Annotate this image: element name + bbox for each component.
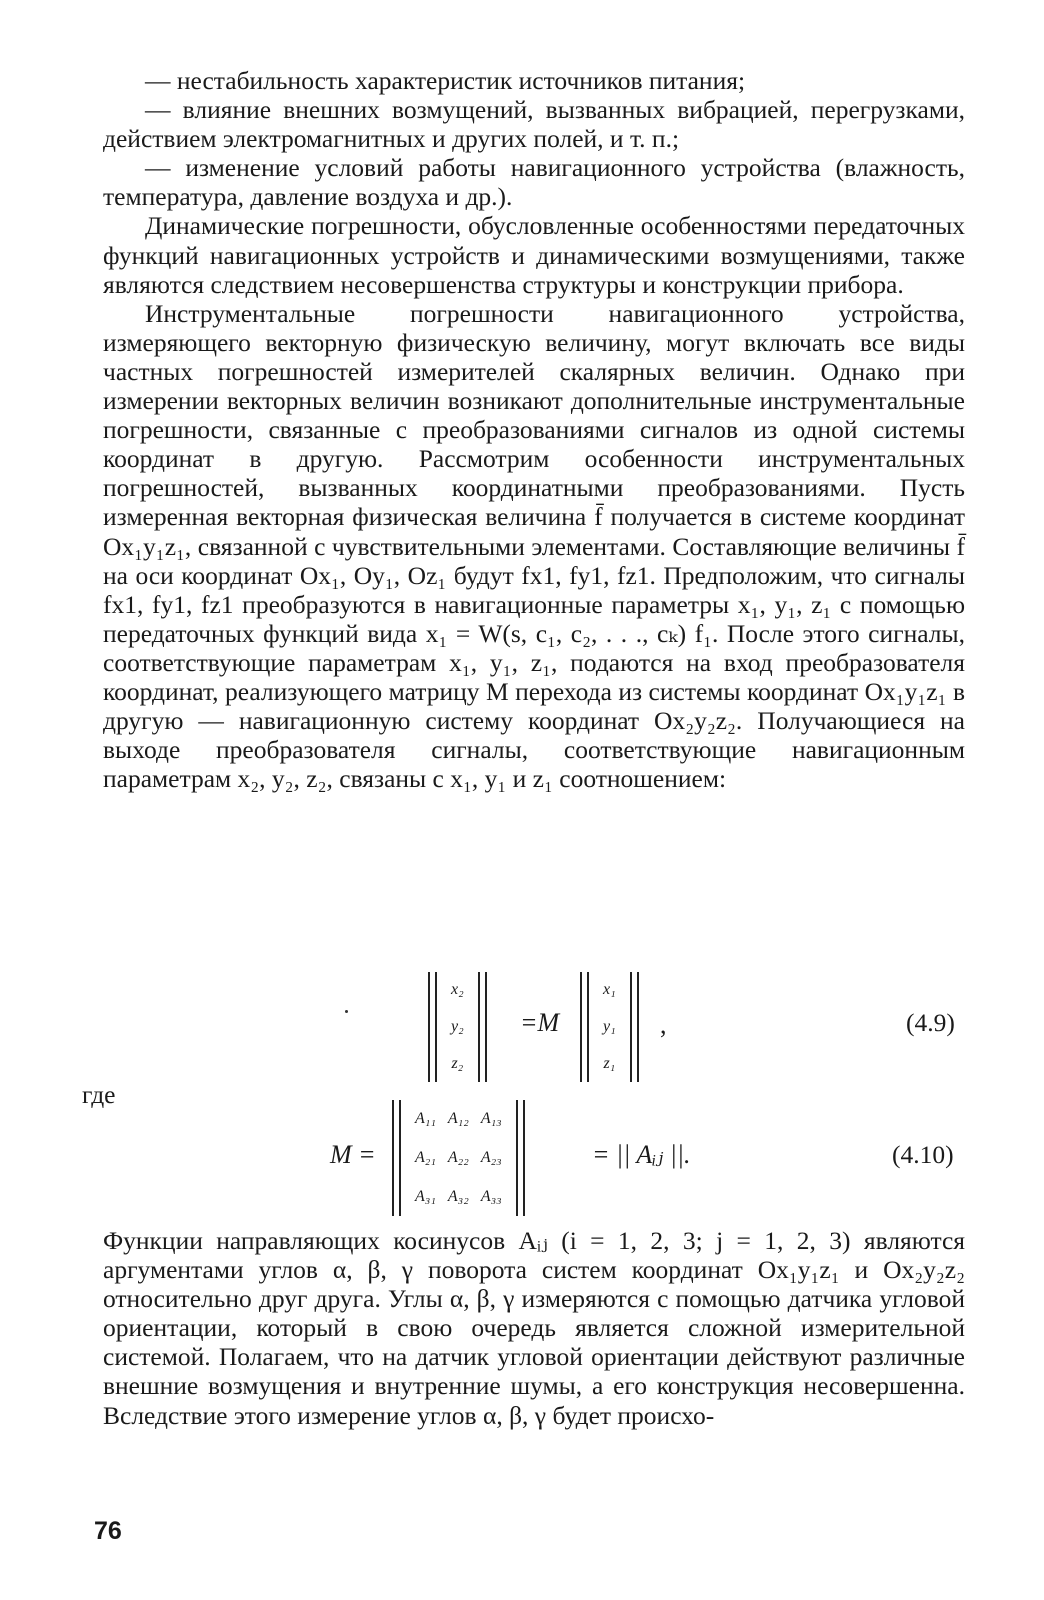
paragraph-3: — изменение условий работы навигационного устройства (влажность, температура, давление воздуха и др.).	[103, 153, 965, 212]
paragraph-6: Функции направляющих косинусов Aᵢⱼ (i = 1, 2, 3; j = 1, 2, 3) являются аргументами углов α, β, γ поворота систем координат Ox₁y₁z₁ и Ox₂y₂z₂ относительно друг друга. Углы α, β, γ измеряются с помощью датчика угловой ориентации, который в свою очередь является сложной измерительной системой. Полагаем, что на датчик угловой ориентации действуют различные внешние возмущения и внутренние шумы, а его конструкция несовершенна. Вследствие этого измерение углов α, β, γ будет происхо-	[103, 1226, 965, 1430]
eq1-left-el: x₂	[451, 981, 464, 999]
eq1-right-el: z₁	[603, 1054, 616, 1072]
eq2-matrix	[392, 1100, 525, 1216]
paragraph-1: — нестабильность характеристик источников питания;	[145, 66, 746, 95]
eq1-left-el: y₂	[451, 1017, 464, 1035]
eq2-lhs: M =	[330, 1140, 376, 1169]
eq1-left-el: z₂	[451, 1054, 464, 1072]
eq1-left-vector	[428, 972, 487, 1082]
eq1-left-col	[437, 972, 478, 1082]
norm-bar-right	[478, 972, 487, 1082]
matrix-row-2	[415, 1140, 502, 1176]
eq1-right-col	[589, 972, 630, 1082]
matrix-row-1	[415, 1101, 502, 1137]
norm-bar-left	[580, 972, 589, 1082]
norm-bar-right	[516, 1100, 525, 1216]
matrix-cell: A₂₁	[415, 1148, 436, 1166]
matrix-cell: A₃₁	[415, 1187, 436, 1205]
eq1-right-el: y₁	[603, 1017, 616, 1035]
eq2-rhs: = || Aᵢⱼ ||.	[592, 1140, 691, 1169]
matrix-cell: A₁₂	[447, 1110, 469, 1128]
matrix-cell: A₁₁	[415, 1110, 436, 1128]
paragraph-4: Динамические погрешности, обусловленные особенностями передаточных функций навигационных устройств и динамическими возмущениями, также являются следствием несовершенства структуры и конструкции прибора.	[103, 211, 965, 299]
eq2-matrix-rows	[401, 1100, 516, 1216]
norm-bar-left	[428, 972, 437, 1082]
norm-bar-right	[630, 972, 639, 1082]
stray-dot	[345, 1010, 348, 1013]
matrix-row-3	[415, 1179, 502, 1215]
matrix-cell: A₃₃	[480, 1187, 502, 1205]
paragraph-5: Инструментальные погрешности навигационного устройства, измеряющего векторную физическую величину, могут включать все виды частных погрешностей измерителей скалярных величин. Однако при измерении векторных величин возникают дополнительные инструментальные погрешности, связанные с преобразованиями сигналов из одной системы координат в другую. Рассмотрим особенности инструментальных погрешностей, вызванных координатными преобразованиями. Пусть измеренная векторная физическая величина f̄ получается в системе координат Ox₁y₁z₁, связанной с чувствительными элементами. Составляющие величины f̄ на оси координат Ox₁, Oy₁, Oz₁ будут fx1, fy1, fz1. Предположим, что сигналы fx1, fy1, fz1 преобразуются в навигационные параметры x₁, y₁, z₁ с помощью передаточных функций вида x₁ = W(s, c₁, c₂, . . ., cₖ) f₁. После этого сигналы, соответствующие параметрам x₁, y₁, z₁, подаются на вход преобразователя координат, реализующего матрицу M перехода из системы координат Ox₁y₁z₁ в другую — навигационную систему координат Ox₂y₂z₂. Получающиеся на выходе преобразователя сигналы, соответствующие навигационным параметрам x₂, y₂, z₂, связаны с x₁, y₁ и z₁ соотношением:	[103, 298, 965, 794]
matrix-cell: A₂₂	[447, 1148, 469, 1166]
eq1-right-el: x₁	[603, 981, 616, 999]
matrix-cell: A₁₃	[480, 1110, 502, 1128]
equation-number-4-9: (4.9)	[906, 1008, 955, 1037]
top-text-block	[103, 66, 965, 793]
eq1-right-vector	[580, 972, 639, 1082]
where-label: где	[82, 1080, 116, 1109]
eq1-trailing-comma: ,	[660, 1010, 667, 1039]
page-number: 76	[94, 1517, 122, 1545]
matrix-cell: A₃₂	[447, 1187, 469, 1205]
matrix-cell: A₂₃	[480, 1148, 502, 1166]
norm-bar-left	[392, 1100, 401, 1216]
equation-number-4-10: (4.10)	[892, 1140, 954, 1169]
paragraph-2: — влияние внешних возмущений, вызванных вибрацией, перегрузками, действием электромагнитных и других полей, и т. п.;	[103, 95, 965, 154]
bottom-text-block	[103, 1226, 965, 1430]
eq1-operator: =M	[520, 1008, 560, 1037]
